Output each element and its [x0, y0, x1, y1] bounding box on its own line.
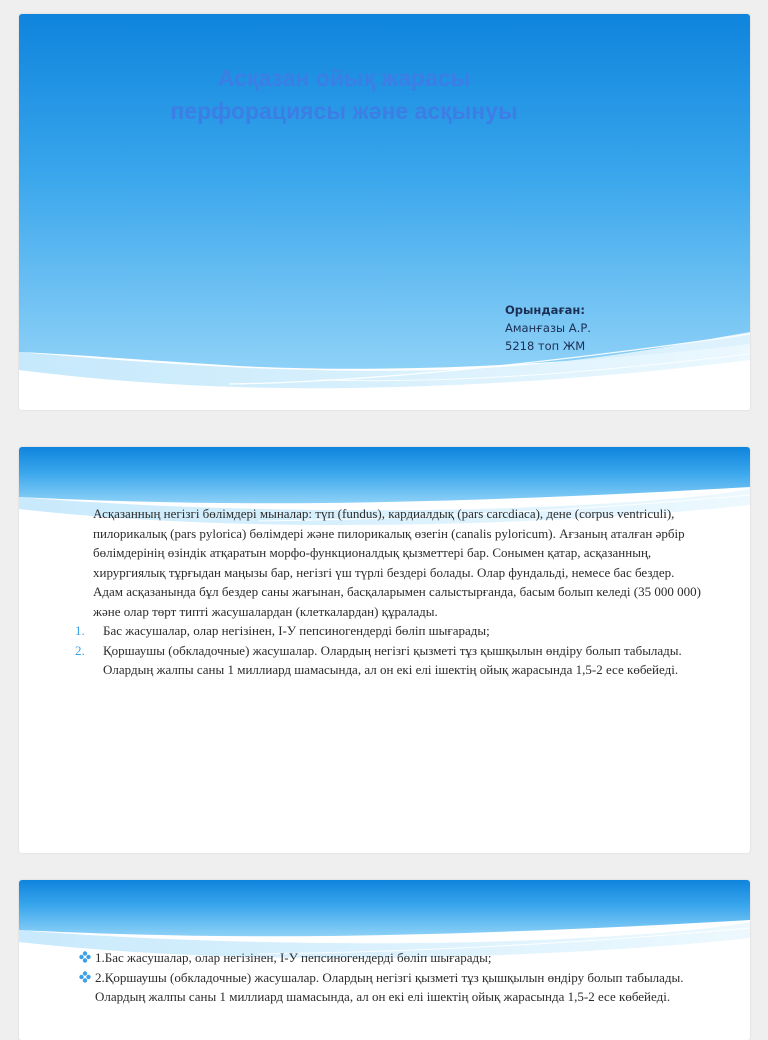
- diamond-bullet-icon: [79, 951, 91, 963]
- slide-3-body: [79, 948, 709, 1007]
- content-slide-2[interactable]: [19, 447, 750, 853]
- list-number: 2.: [75, 642, 85, 658]
- intro-paragraph: Асқазанның негізгі бөлімдері мыналар: түп (fundus), кардиалдық (pars carcdiaca), дене (corpus ventriculi), пилорикалық (pars pylorica) бөлімдері және пилорикалық өзегін (canalis pyloricum). Ағзаның аталған әрбір бөлімдерінің өзіндік атқаратын морфо-функционалдық қызметтері бар. Сонымен қатар, асқазанның, хирургиялық тұрғыдан маңызы бар, негізгі үш түрлі бездері болады. Олар фундальді, немесе бас бездер. Адам асқазанында бұл бездер саны жағынан, басқаларымен салыстырғанда, басым болып келеді (35 000 000) және олар төрт типті жасушалардан (клеткалардан) құралады.: [93, 506, 701, 619]
- bullet-text: 1.Бас жасушалар, олар негізінен, І-У пепсиногендерді бөліп шығарады;: [95, 950, 492, 965]
- bullet-item: [79, 968, 709, 1007]
- author-label: Орындаған:: [505, 303, 585, 317]
- author-block: [505, 301, 591, 355]
- author-group: 5218 топ ЖМ: [505, 339, 586, 353]
- list-item: [75, 641, 705, 680]
- list-item-text: Бас жасушалар, олар негізінен, І-У пепсиногендерді бөліп шығарады;: [103, 623, 490, 638]
- bullet-text: 2.Қоршаушы (обкладочные) жасушалар. Олардың негізгі қызметі тұз қышқылын өндіру болып табылады. Олардың жалпы саны 1 миллиард шамасында, ал он екі елі ішектің ойық жарасында 1,5-2 есе көбейеді.: [95, 969, 684, 1004]
- title-line-1: Асқазан ойық жарасы: [217, 65, 471, 91]
- list-item: [75, 621, 705, 641]
- slide-2-body: [75, 504, 705, 680]
- list-item-text: Қоршаушы (обкладочные) жасушалар. Олардың негізгі қызметі тұз қышқылын өндіру болып табылады. Олардың жалпы саны 1 миллиард шамасында, ал он екі елі ішектің ойық жарасында 1,5-2 есе көбейеді.: [103, 642, 682, 677]
- title-line-2: перфорациясы және асқынуы: [170, 98, 518, 124]
- author-name: Аманғазы А.Р.: [505, 321, 591, 335]
- bullet-item: [79, 948, 709, 968]
- numbered-list: [75, 621, 705, 680]
- title-slide[interactable]: [19, 14, 750, 410]
- slide-title: [79, 62, 609, 128]
- list-number: 1.: [75, 623, 85, 638]
- diamond-bullet-icon: [79, 971, 91, 983]
- content-slide-3[interactable]: [19, 880, 750, 1040]
